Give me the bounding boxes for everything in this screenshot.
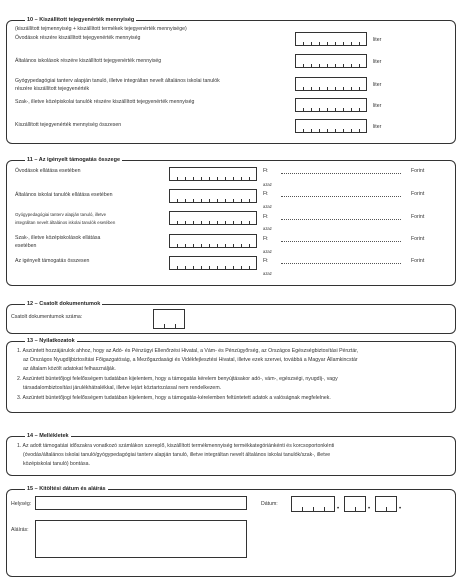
section-11-title: 11 – Az igényelt támogatás összege <box>27 157 121 163</box>
ft-label: Ft <box>263 258 268 264</box>
amount-in-words-line[interactable] <box>281 196 401 197</box>
attachment-line: középiskolai tanuló) bontása. <box>23 461 90 467</box>
section-10-subtitle: (kiszállított tejmennyiség + kiszállított termékek tejegyenérték mennyisége) <box>15 26 187 32</box>
unit-label: liter <box>373 124 382 130</box>
row-label: Gyógypedagógiai tanterv alapján tanuló, illetve integráltan nevelt általános iskolai tanulók <box>15 78 220 84</box>
date-month-field[interactable] <box>344 496 366 512</box>
signature-label: Aláírás: <box>11 527 29 533</box>
attachment-line: 1. Az adott támogatási időszakra vonatkozó számlákon szereplő, kiszállított termékmennyiség termékkategóriánkénti és korcsoportonkénti <box>17 443 335 449</box>
unit-label: liter <box>373 37 382 43</box>
row-label: integráltan nevelt általános iskolai tanulók esetében <box>15 220 116 225</box>
section-11 <box>6 157 456 286</box>
date-separator: • <box>368 506 371 512</box>
ft-label: Ft <box>263 191 268 197</box>
signature-field[interactable] <box>35 520 247 558</box>
place-label: Helység: <box>11 501 32 507</box>
section-12 <box>6 301 456 334</box>
amount-in-words-line[interactable] <box>281 173 401 174</box>
forint-label: Forint <box>411 258 425 264</box>
attachment-line: (óvodás/általános iskolai tanuló/gyógypedagógiai tanterv alapján tanuló, illetve integráltan nevelt általános iskolai tanulók/szak-, illetve <box>23 452 331 458</box>
date-label: Dátum: <box>261 501 278 507</box>
forint-label: Forint <box>411 191 425 197</box>
kindergarten-amount-field[interactable] <box>169 167 257 181</box>
attachments-count-field[interactable] <box>153 309 185 329</box>
azaz-label: azaz <box>263 204 272 209</box>
row-label: Szak-, illetve középiskolások ellátása <box>15 235 101 241</box>
date-day-field[interactable] <box>375 496 397 512</box>
row-label: Általános iskolai tanulók ellátása esetében <box>15 192 113 198</box>
row-label: Óvodások részére kiszállított tejegyenérték mennyiség <box>15 35 141 41</box>
row-label: Gyógypedagógiai tanterv alapján tanuló, illetve <box>15 212 107 217</box>
row-label: részére kiszállított tejegyenérték <box>15 86 90 92</box>
kindergarten-liter-field[interactable] <box>295 32 367 46</box>
declaration-line: társadalombiztosítási járulékhátralékkal, illetve lejárt köztartozással nem rendelkezem. <box>23 385 222 391</box>
ft-label: Ft <box>263 236 268 242</box>
azaz-label: azaz <box>263 226 272 231</box>
section-15-title: 15 – Kitöltési dátum és aláírás <box>27 486 106 492</box>
row-label: Kiszállított tejegyenérték mennyiség összesen <box>15 122 122 128</box>
section-14 <box>6 433 456 476</box>
special-needs-amount-field[interactable] <box>169 211 257 225</box>
section-10-title: 10 – Kiszállított tejegyenérték mennyiség <box>27 17 135 23</box>
row-label: Szak-, illetve középiskolai tanulók részére kiszállított tejegyenérték mennyiség <box>15 99 195 105</box>
row-label: Általános iskolások részére kiszállított tejegyenérték mennyiség <box>15 58 162 64</box>
declaration-line: 3. Aszüntett büntetőjogi felelősségem tudatában kijelentem, hogy a támogatás-kérelemben feltüntetett adatok a valóságnak megfelelnek. <box>17 395 331 401</box>
unit-label: liter <box>373 82 382 88</box>
secondary-amount-field[interactable] <box>169 234 257 248</box>
amount-in-words-line[interactable] <box>281 219 401 220</box>
unit-label: liter <box>373 103 382 109</box>
row-label: Óvodások ellátása esetében <box>15 168 81 174</box>
azaz-label: azaz <box>263 249 272 254</box>
attachments-count-label: Csatolt dokumentumok száma: <box>11 314 83 320</box>
declaration-line: 1. Aszüntett hozzájárulok ahhoz, hogy az Adó- és Pénzügyi Ellenőrzési Hivatal, a Vám- és Pénzügyőrség, az Országos Egészségbiztosítási Pénztár, <box>17 348 359 354</box>
forint-label: Forint <box>411 236 425 242</box>
total-liter-field[interactable] <box>295 119 367 133</box>
ft-label: Ft <box>263 214 268 220</box>
place-field[interactable] <box>35 496 247 510</box>
date-separator: • <box>399 506 402 512</box>
date-separator: • <box>337 506 340 512</box>
amount-in-words-line[interactable] <box>281 241 401 242</box>
secondary-liter-field[interactable] <box>295 98 367 112</box>
row-label: esetében <box>15 243 37 249</box>
primary-liter-field[interactable] <box>295 54 367 68</box>
azaz-label: azaz <box>263 271 272 276</box>
ft-label: Ft <box>263 168 268 174</box>
unit-label: liter <box>373 59 382 65</box>
forint-label: Forint <box>411 214 425 220</box>
date-year-field[interactable] <box>291 496 335 512</box>
row-label: Az igényelt támogatás összesen <box>15 258 90 264</box>
primary-amount-field[interactable] <box>169 189 257 203</box>
special-needs-liter-field[interactable] <box>295 77 367 91</box>
forint-label: Forint <box>411 168 425 174</box>
section-15 <box>6 486 456 577</box>
total-amount-field[interactable] <box>169 256 257 270</box>
section-10 <box>6 17 456 144</box>
declaration-line: az általam közölt adatokat felhasználják. <box>23 366 116 372</box>
amount-in-words-line[interactable] <box>281 263 401 264</box>
section-12-title: 12 – Csatolt dokumentumok <box>27 301 101 307</box>
declaration-line: az Országos Nyugdíjbiztosítási Főigazgatóság, a Mezőgazdasági és Vidékfejlesztési Hivatal, illetve ezek szervei, továbbá a Magyar Államkincstár <box>23 357 358 363</box>
section-13-title: 13 – Nyilatkozatok <box>27 338 75 344</box>
declaration-line: 2. Aszüntett büntetőjogi felelősségem tudatában kijelentem, hogy a támogatás kérelem benyújtásakor adó-, vám-, egészségi, nyugdíj-, vagy <box>17 376 338 382</box>
section-14-title: 14 – Mellékletek <box>27 433 69 439</box>
azaz-label: azaz <box>263 182 272 187</box>
section-13 <box>6 338 456 413</box>
